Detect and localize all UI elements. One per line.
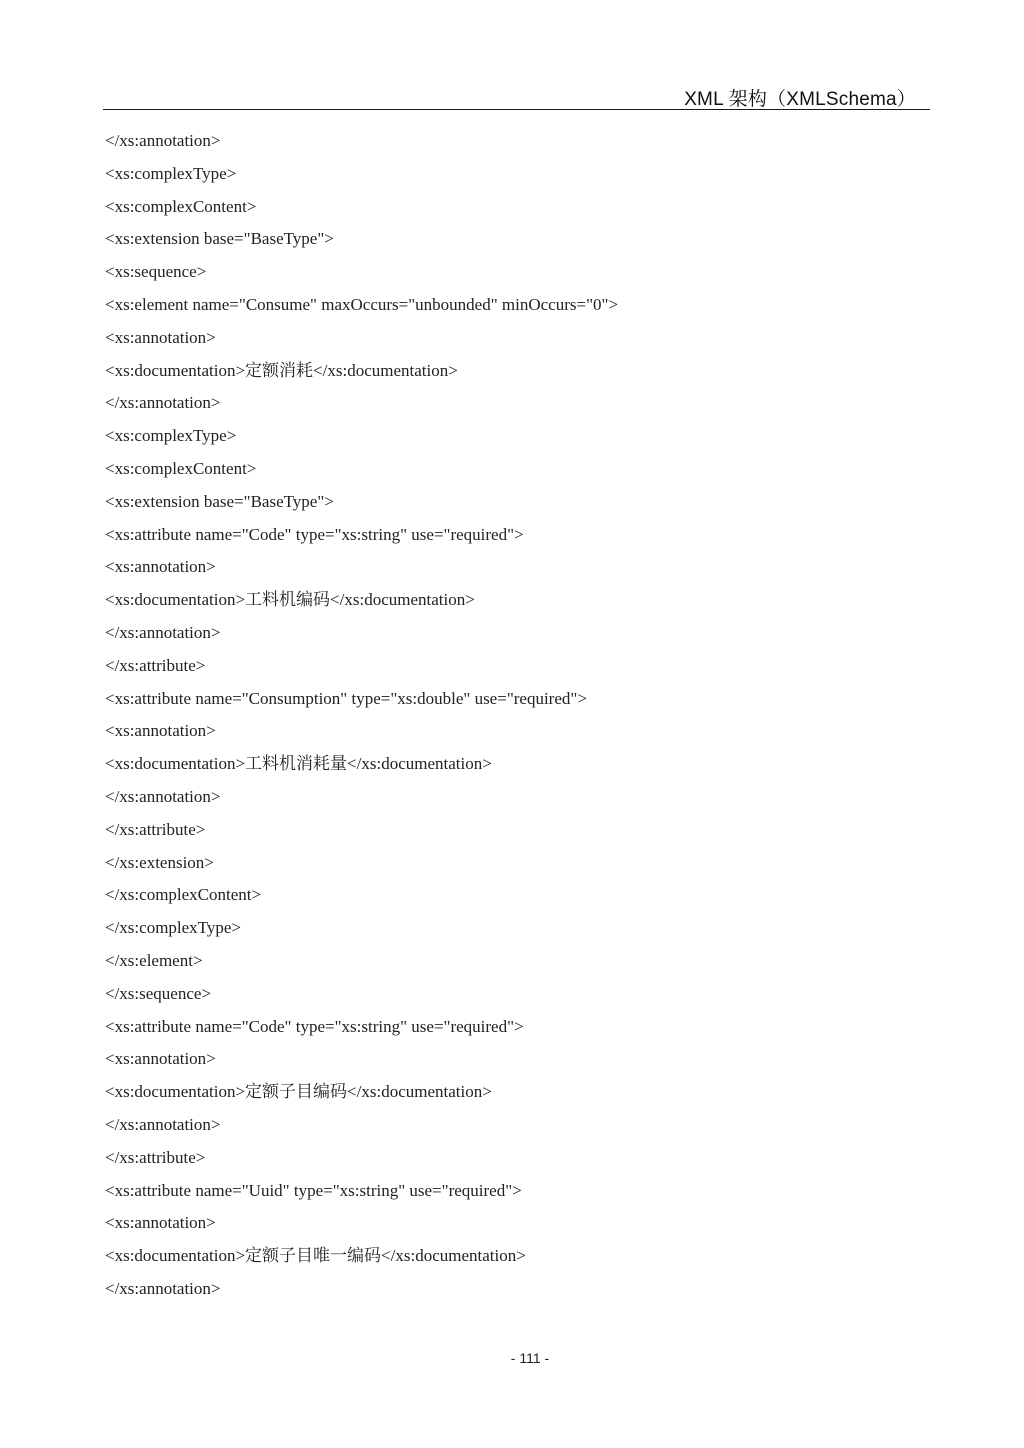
code-line: <xs:documentation>定额子目唯一编码</xs:documentation> [105,1246,526,1266]
code-line: <xs:attribute name="Consumption" type="xs:double" use="required"> [105,688,587,708]
code-line: <xs:complexContent> [105,458,257,478]
code-line: <xs:documentation>工料机编码</xs:documentation> [105,590,475,610]
code-line: <xs:attribute name="Code" type="xs:string" use="required"> [105,1016,524,1036]
code-line: </xs:annotation> [105,1278,221,1298]
page-number: - 111 - [510,1350,550,1366]
code-line: <xs:annotation> [105,1049,216,1069]
code-line: <xs:sequence> [105,262,207,282]
code-line: </xs:annotation> [105,1114,221,1134]
code-line: </xs:annotation> [105,786,221,806]
code-line: </xs:annotation> [105,393,221,413]
code-line: </xs:annotation> [105,131,221,150]
code-line: <xs:annotation> [105,327,216,347]
code-line: <xs:attribute name="Code" type="xs:string" use="required"> [105,524,524,544]
code-line: <xs:annotation> [105,557,216,577]
code-line: </xs:complexContent> [105,885,262,905]
code-line: </xs:sequence> [105,983,212,1003]
page-header-title: XML 架构（XMLSchema） [684,89,916,110]
code-line: </xs:attribute> [105,655,206,675]
code-line: </xs:extension> [105,852,214,872]
code-line: <xs:extension base="BaseType"> [105,229,334,249]
code-line: <xs:element name="Consume" maxOccurs="unbounded" minOccurs="0"> [105,294,619,314]
code-line: <xs:annotation> [105,721,216,741]
code-line: <xs:complexType> [105,426,237,446]
header-rule [103,109,930,110]
code-line: <xs:documentation>定额消耗</xs:documentation> [105,360,458,380]
code-line: <xs:complexContent> [105,196,257,216]
code-line: <xs:complexType> [105,163,237,183]
code-line: </xs:attribute> [105,1147,206,1167]
code-line: </xs:attribute> [105,819,206,839]
code-line: </xs:annotation> [105,622,221,642]
code-listing [105,125,925,1306]
code-line: <xs:extension base="BaseType"> [105,491,334,511]
code-line: <xs:annotation> [105,1213,216,1233]
code-line: <xs:documentation>定额子目编码</xs:documentation> [105,1082,492,1102]
code-line: </xs:complexType> [105,918,242,938]
code-line: <xs:attribute name="Uuid" type="xs:string" use="required"> [105,1180,522,1200]
code-line: <xs:documentation>工料机消耗量</xs:documentation> [105,754,492,774]
code-line: </xs:element> [105,950,203,970]
